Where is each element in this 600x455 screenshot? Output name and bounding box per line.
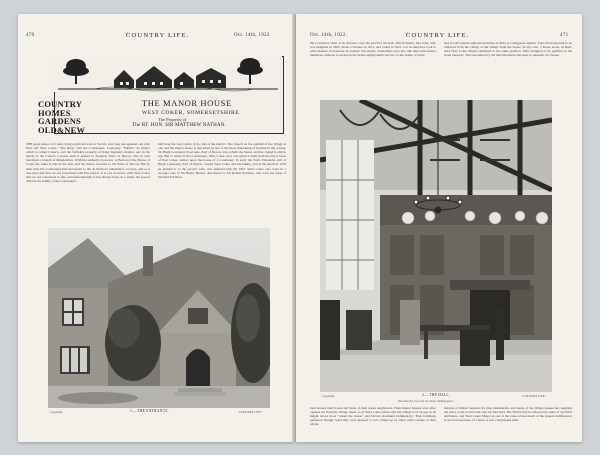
left-date: Oct. 14th, 1922. xyxy=(234,33,272,38)
left-running-title: COUNTRY LIFE. xyxy=(126,32,190,39)
logo-line-1: COUNTRY xyxy=(38,99,83,109)
right-photo-credit-country-life: "COUNTRY LIFE." xyxy=(522,394,547,398)
left-page-number: 470 xyxy=(26,33,35,38)
right-page xyxy=(296,14,582,442)
right-running-title: COUNTRY LIFE. xyxy=(406,32,470,39)
property-line: The Property of xyxy=(158,117,187,122)
left-body-column-2: half long the very centre of the life of the district. The church on the summit of the village is old, and the manor house is described as one of the most interesting of its kind in the county. Sir Hugh Courtenay lived here. Earl of Devon, who rebuilt the house, and the chapel is still in use. But to return to the Courtenays. West Coker once was given to him; both the direct issue of East Coker, settled upon the house of a Courtenay. In early the Earls Elizabeth, still of Hugh Courtenay, Earl of Devon, owned West Coker and his family, and at his death in 1556 he granted it to the second wife, who married him till 1591. West Coker also went in a stronger one, to Sir Henry Hutton, and thence to Sir Robert Portman, who took the lease of Orchard Portman. xyxy=(158,142,286,179)
left-photo-credit-country-life: "COUNTRY LIFE." xyxy=(238,410,263,414)
right-top-column-1: the Courtenay arms of an entrance over the porch to the hall. This Portman, like John, who was knighted in 1605, made a baronet in 1611, and found in 1621. Let us therefore look to what manner of house he succeeded. Successive ownerships were not, like their rural manor mansions, anxious to escape from former employment and set a wide stomp of pride. xyxy=(310,41,436,58)
right-page-number: 471 xyxy=(560,33,569,38)
logo-line-4: OLD&NEW xyxy=(38,124,86,135)
article-location: WEST COKER, SOMERSETSHIRE. xyxy=(142,110,242,116)
country-homes-masthead xyxy=(38,54,286,136)
article-owner: The RT. HON. SIR MATTHEW NATHAN. xyxy=(132,123,226,128)
left-body-column-1: THE great manor of Coker, lying south and west of Yeovil, was long one unusual one with East and West Coker. "The Ring" and the Courtenays. Courtenay "Suffice" its manor which is called Coker's, and the Suffolk's property of King Stephen's mother, and in the hands of the Coker's a house until it passed to Stephen, Earls of Devon, who in turn mortified a branch of Mandevilles. With the authority, however, at Bolton of the House of Coker the same is still in the hall, and the manor reverted to the Earls of Devon. But by their time the Courtenays had succeeded to the de Redvers' inheritance are here, and as it was they that first we are concerned with this period. It is old, however, with West Coker that we are concerned to-day, and unfortunately, it has always been, in a sense, the poorer child in the family of the Courtenays. xyxy=(26,142,150,183)
manor-house-engraving-illustration xyxy=(54,56,282,92)
right-photo-credit-copyright: Copyright. xyxy=(322,394,335,398)
entrance-photograph xyxy=(48,228,270,408)
entrance-caption: 1.—THE ENTRANCE. xyxy=(130,409,170,413)
right-bottom-column-2: masons of timber beneath old time monuments, and many of the village houses has supplied the place to the world with which it had held. The World only be affected by some of the fitful ambitions, and West Coker Manor is one of the cases where much of the present indifference is survived pressure of a more or less compressed kind. xyxy=(444,406,572,423)
hall-subcaption: Showing the roof and Jacobean chimneypiece. xyxy=(398,399,454,403)
right-date: Oct. 14th, 1922. xyxy=(310,33,348,38)
right-top-column-2: and would tolerate adjacent branches as little as contiguous squires. Thus the house had to be removed from the village or the village from the house. In any case, a house alone, in heed. And West Coker Manor remained in the same position, fully designed to be purified as the stone masonry. The restoration by old men hindrance has kept so pleasant of a house. xyxy=(444,41,572,58)
right-bottom-column-1: land houses their house and those of their lesser neighbours. Their manor houses were after opened out from the village street, as at West Coker where still the village is of an age as its height above most "raised the house" and Devon abolished rudimentary; Thus buildings gathered; though, what they were pleased to call cottage up or other; what cottage of their whole. xyxy=(310,406,436,427)
logo-line-2: HOMES xyxy=(38,107,71,118)
hall-photograph xyxy=(320,100,552,392)
article-title: THE MANOR HOUSE xyxy=(142,98,232,108)
left-page xyxy=(18,14,294,442)
country-homes-gardens-logo xyxy=(38,100,102,134)
left-photo-credit-copyright: Copyright. xyxy=(50,410,63,414)
hall-caption: 2.—THE HALL. xyxy=(422,393,451,397)
logo-line-3: GARDENS xyxy=(38,116,81,126)
